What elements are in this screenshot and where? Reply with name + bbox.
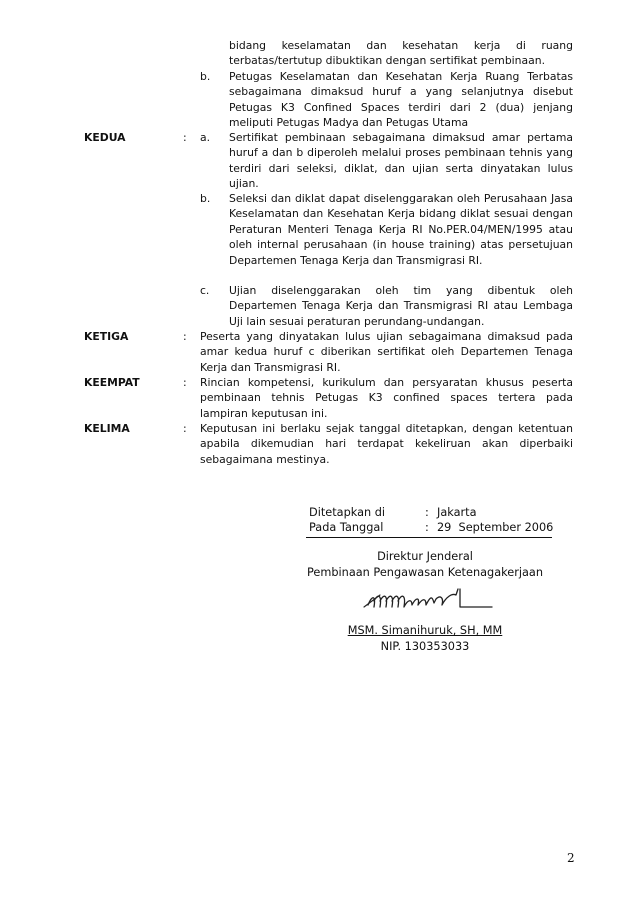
kedua-item-b-text: Seleksi dan diklat dapat diselenggarakan oleh Perusahaan Jasa Keselamatan dan Kesehatan Kerja bidang diklat sesuai dengan Peraturan Menteri Tenaga Kerja RI No.PER.04/MEN/1995 atau oleh internal perusahaan (in house training) atas persetujuan Departemen Tenaga Kerja dan Transmigrasi RI. [229,192,573,267]
keempat-label: KEEMPAT [84,376,140,389]
kelima-text: Keputusan ini berlaku sejak tanggal ditetapkan, dengan ketentuan apabila dikemudian hari terdapat kekeliruan akan diperbaiki sebagaimana mestinya. [200,422,573,466]
date-colon: : [425,521,429,534]
place-value: Jakarta [437,506,477,519]
date-value: 29 September 2006 [437,521,554,534]
ketiga-text: Peserta yang dinyatakan lulus ujian sebagaimana dimaksud pada amar kedua huruf c diberikan sertifikat oleh Departemen Tenaga Kerja dan Transmigrasi RI. [200,330,573,374]
signature-divider [306,537,552,538]
page-number: 2 [567,851,575,865]
date-label: Pada Tanggal [309,521,384,534]
ketiga-colon: : [183,330,187,343]
place-colon: : [425,506,429,519]
keempat-colon: : [183,376,187,389]
kelima-colon: : [183,422,187,435]
kedua-item-c-letter: c. [200,284,210,297]
signatory-name: MSM. Simanihuruk, SH, MM [347,624,503,637]
kedua-item-c-text: Ujian diselenggarakan oleh tim yang dibentuk oleh Departemen Tenaga Kerja dan Transmigrasi RI atau Lembaga Uji lain sesuai peraturan perundang-undangan. [229,284,573,328]
continuation-item-b-text: Petugas Keselamatan dan Kesehatan Kerja Ruang Terbatas sebagaimana dimaksud huruf a yang selanjutnya disebut Petugas K3 Confined Spaces terdiri dari 2 (dua) jenjang meliputi Petugas Madya dan Petugas Utama [229,70,573,130]
kedua-item-b-letter: b. [200,192,211,205]
handwritten-signature [360,583,500,617]
position-title-line1: Direktur Jenderal [377,550,473,563]
signatory-nip: NIP. 130353033 [380,640,470,653]
item-letter-b: b. [200,70,211,83]
kedua-item-a-letter: a. [200,131,211,144]
position-title-line2: Pembinaan Pengawasan Ketenagakerjaan [307,566,543,579]
place-label: Ditetapkan di [309,506,386,519]
kedua-label: KEDUA [84,131,126,144]
kelima-label: KELIMA [84,422,130,435]
kedua-colon: : [183,131,187,144]
keempat-text: Rincian kompetensi, kurikulum dan persyaratan khusus peserta pembinaan tehnis Petugas K3 confined spaces tertera pada lampiran keputusan ini. [200,376,573,420]
kedua-item-a-text: Sertifikat pembinaan sebagaimana dimaksud amar pertama huruf a dan b diperoleh melalui proses pembinaan tehnis yang terdiri dari seleksi, diklat, dan ujian serta dinyatakan lulus ujian. [229,131,573,191]
ketiga-label: KETIGA [84,330,129,343]
continuation-text: bidang keselamatan dan kesehatan kerja di ruang terbatas/tertutup dibuktikan dengan sertifikat pembinaan. [229,39,573,68]
